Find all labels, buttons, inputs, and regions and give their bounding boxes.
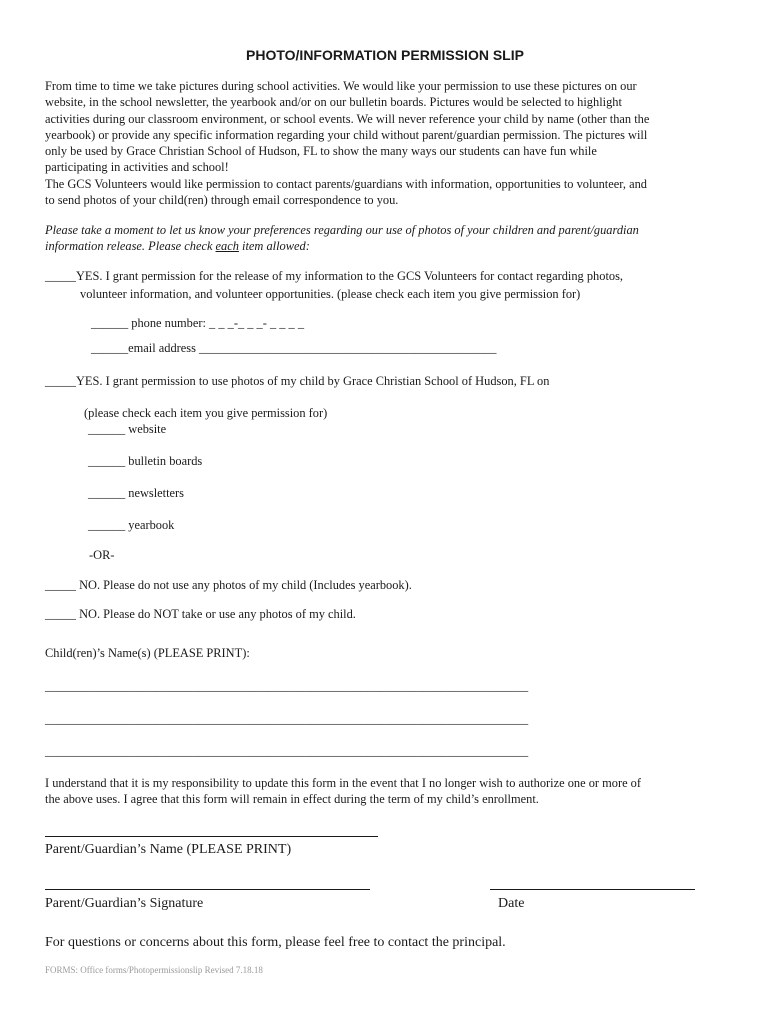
phone-number-field[interactable]: ______ phone number: _ _ _-_ _ _- _ _ _ _ [91,316,305,330]
parent-name-label: Parent/Guardian’s Name (PLEASE PRINT) [45,842,292,857]
responsibility-statement [45,775,735,808]
responsibility-line: I understand that it is my responsibility to update this form in the event that I no longer wish to authorize one or more of [45,776,642,790]
children-names-label: Child(ren)’s Name(s) (PLEASE PRINT): [45,646,250,660]
photo-option-website[interactable]: ______ website [88,422,167,436]
preference-text: item allowed: [238,239,310,254]
preference-line: Please take a moment to let us know your preferences regarding our use of photos of your children and parent/guardian [45,223,639,237]
no-photos-yearbook-option[interactable]: _____ NO. Please do not use any photos of my child (Includes yearbook). [45,578,412,592]
contact-note: For questions or concerns about this form, please feel free to contact the principal. [45,935,506,950]
child-name-line[interactable]: ______________________________________________________________________________ [45,679,529,693]
form-title: PHOTO/INFORMATION PERMISSION SLIP [246,47,524,63]
responsibility-line: the above uses. I agree that this form will remain in effect during the term of my child’s enrollment. [45,792,539,807]
photo-check-note: (please check each item you give permission for) [84,406,328,420]
intro-line: activities during our classroom environment, or school events. We will never reference your child by name (other than the [45,111,650,126]
photo-option-newsletters[interactable]: ______ newsletters [88,486,185,500]
form-footer: FORMS: Office forms/Photopermissionslip Revised 7.18.18 [45,965,263,975]
child-name-line[interactable]: ______________________________________________________________________________ [45,712,529,726]
no-photos-option[interactable]: _____ NO. Please do NOT take or use any photos of my child. [45,607,356,621]
photo-option-bulletin-boards[interactable]: ______ bulletin boards [88,454,203,468]
intro-line: From time to time we take pictures during school activities. We would like your permission to use these pictures on our [45,79,637,93]
intro-line: yearbook) or provide any specific information regarding your child without parent/guardian permission. The pictures will [45,127,648,142]
email-address-field[interactable]: ______email address ________________________________________________ [91,341,497,355]
intro-line: website, in the school newsletter, the yearbook and/or on our bulletin boards. Pictures would be selected to highlight [45,95,622,110]
parent-name-field[interactable] [45,836,378,837]
volunteer-yes-option[interactable]: _____YES. I grant permission for the release of my information to the GCS Volunteers for contact regarding photos, [45,269,623,283]
photo-yes-option[interactable]: _____YES. I grant permission to use photos of my child by Grace Christian School of Hudson, FL on [45,374,550,388]
intro-line: only be used by Grace Christian School of Hudson, FL to show the many ways our students can have fun while [45,144,597,159]
parent-signature-field[interactable] [45,889,370,890]
child-name-line[interactable]: ______________________________________________________________________________ [45,744,529,758]
intro-paragraph [45,78,735,208]
intro-line: The GCS Volunteers would like permission to contact parents/guardians with information, opportunities to volunteer, and [45,176,647,191]
preference-instructions [45,222,735,255]
parent-signature-label: Parent/Guardian’s Signature [45,896,204,911]
preference-text: information release. Please check [45,239,216,254]
intro-line: to send photos of your child(ren) through email correspondence to you. [45,193,399,208]
each-emphasis: each [215,239,239,254]
photo-option-yearbook[interactable]: ______ yearbook [88,518,175,532]
date-field[interactable] [490,889,695,890]
preference-line [45,238,735,254]
volunteer-yes-detail: volunteer information, and volunteer opportunities. (please check each item you give permission for) [80,287,581,301]
date-label: Date [498,896,525,911]
or-separator: -OR- [89,548,115,562]
intro-line: participating in activities and school! [45,160,229,175]
